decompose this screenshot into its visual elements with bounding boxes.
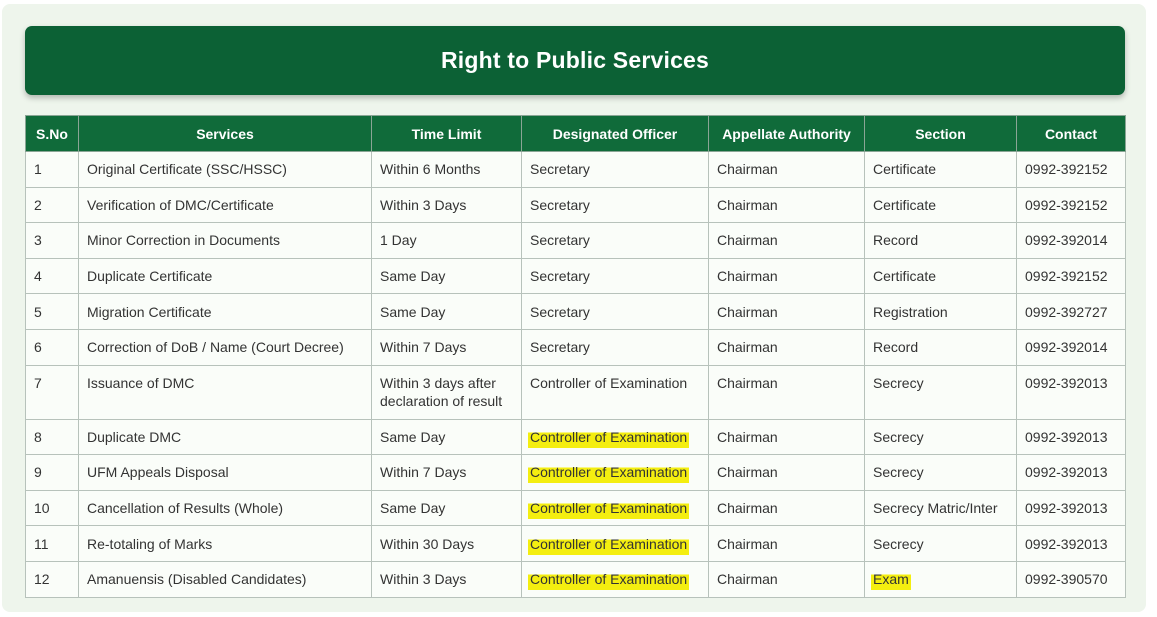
cell-sno-text: 7 xyxy=(34,374,42,391)
cell-time-limit xyxy=(372,365,522,419)
cell-contact-text: 0992-392013 xyxy=(1025,374,1108,391)
cell-contact xyxy=(1017,294,1126,330)
cell-designated-officer-text: Secretary xyxy=(530,196,590,213)
cell-designated-officer xyxy=(522,294,709,330)
cell-time-limit-text: Within 3 days after declaration of result xyxy=(380,374,503,409)
cell-time-limit-text: 1 Day xyxy=(380,232,417,249)
cell-designated-officer-text: Secretary xyxy=(530,303,590,320)
cell-appellate-authority xyxy=(709,561,865,597)
cell-contact-text: 0992-392013 xyxy=(1025,500,1108,517)
cell-sno xyxy=(26,258,79,294)
cell-appellate-authority xyxy=(709,455,865,491)
cell-time-limit-text: Same Day xyxy=(380,303,446,320)
cell-service-text: Amanuensis (Disabled Candidates) xyxy=(87,571,307,588)
cell-sno xyxy=(26,152,79,188)
cell-appellate-authority xyxy=(709,152,865,188)
cell-time-limit xyxy=(372,490,522,526)
cell-section-text: Certificate xyxy=(873,196,937,213)
cell-appellate-authority-text: Chairman xyxy=(717,374,778,391)
cell-service-text: Duplicate Certificate xyxy=(87,268,213,285)
cell-service-text: Issuance of DMC xyxy=(87,374,195,391)
cell-service xyxy=(79,223,372,259)
cell-time-limit-text: Within 7 Days xyxy=(380,339,467,356)
cell-section-text: Secrecy xyxy=(873,535,924,552)
cell-time-limit-text: Within 30 Days xyxy=(380,535,475,552)
cell-contact xyxy=(1017,526,1126,562)
cell-service-text: Re-totaling of Marks xyxy=(87,535,213,552)
cell-appellate-authority-text: Chairman xyxy=(717,464,778,481)
cell-appellate-authority xyxy=(709,419,865,455)
table-header-row xyxy=(26,116,1126,152)
column-header-sno: S.No xyxy=(26,116,79,152)
cell-contact-text: 0992-392014 xyxy=(1025,232,1108,249)
cell-service-text: Original Certificate (SSC/HSSC) xyxy=(87,161,287,178)
cell-sno-text: 6 xyxy=(34,339,42,356)
cell-sno-text: 4 xyxy=(34,268,42,285)
cell-service xyxy=(79,490,372,526)
cell-contact xyxy=(1017,187,1126,223)
cell-designated-officer xyxy=(522,187,709,223)
cell-contact xyxy=(1017,258,1126,294)
cell-sno-text: 3 xyxy=(34,232,42,249)
cell-designated-officer-text: Controller of Examination xyxy=(530,374,688,391)
cell-time-limit xyxy=(372,187,522,223)
cell-appellate-authority xyxy=(709,365,865,419)
column-header-designated-officer: Designated Officer xyxy=(522,116,709,152)
cell-service xyxy=(79,365,372,419)
cell-appellate-authority-text: Chairman xyxy=(717,303,778,320)
cell-appellate-authority xyxy=(709,526,865,562)
cell-sno-text: 10 xyxy=(34,500,50,517)
cell-sno xyxy=(26,419,79,455)
column-header-services: Services xyxy=(79,116,372,152)
cell-contact xyxy=(1017,455,1126,491)
cell-sno xyxy=(26,455,79,491)
cell-designated-officer-text: Controller of Examination xyxy=(528,428,689,448)
cell-time-limit-text: Within 7 Days xyxy=(380,464,467,481)
cell-designated-officer-text: Secretary xyxy=(530,268,590,285)
table-row xyxy=(26,294,1126,330)
cell-time-limit xyxy=(372,223,522,259)
cell-appellate-authority-text: Chairman xyxy=(717,428,778,445)
cell-section-text: Secrecy xyxy=(873,374,924,391)
cell-designated-officer xyxy=(522,365,709,419)
cell-contact xyxy=(1017,329,1126,365)
column-header-section: Section xyxy=(865,116,1017,152)
cell-designated-officer xyxy=(522,419,709,455)
cell-appellate-authority-text: Chairman xyxy=(717,196,778,213)
cell-section-text: Record xyxy=(873,232,919,249)
cell-contact-text: 0992-392013 xyxy=(1025,464,1108,481)
cell-appellate-authority-text: Chairman xyxy=(717,268,778,285)
cell-section xyxy=(865,329,1017,365)
cell-sno-text: 5 xyxy=(34,303,42,320)
cell-time-limit xyxy=(372,526,522,562)
cell-time-limit-text: Same Day xyxy=(380,268,446,285)
cell-section xyxy=(865,561,1017,597)
cell-appellate-authority-text: Chairman xyxy=(717,339,778,356)
cell-contact xyxy=(1017,419,1126,455)
cell-appellate-authority xyxy=(709,223,865,259)
table-row xyxy=(26,490,1126,526)
cell-service-text: Verification of DMC/Certificate xyxy=(87,196,274,213)
cell-service xyxy=(79,455,372,491)
page-title-banner xyxy=(25,26,1125,95)
cell-contact xyxy=(1017,152,1126,188)
cell-designated-officer xyxy=(522,329,709,365)
table-row xyxy=(26,223,1126,259)
table-row xyxy=(26,455,1126,491)
cell-appellate-authority xyxy=(709,187,865,223)
cell-contact-text: 0992-392152 xyxy=(1025,196,1108,213)
cell-contact xyxy=(1017,223,1126,259)
cell-contact-text: 0992-392152 xyxy=(1025,268,1108,285)
cell-sno xyxy=(26,365,79,419)
cell-appellate-authority-text: Chairman xyxy=(717,232,778,249)
cell-service-text: UFM Appeals Disposal xyxy=(87,464,229,481)
cell-designated-officer xyxy=(522,526,709,562)
table-row xyxy=(26,561,1126,597)
cell-service xyxy=(79,419,372,455)
cell-sno xyxy=(26,329,79,365)
cell-section xyxy=(865,258,1017,294)
cell-designated-officer xyxy=(522,152,709,188)
cell-section xyxy=(865,526,1017,562)
cell-service-text: Migration Certificate xyxy=(87,303,212,320)
cell-appellate-authority-text: Chairman xyxy=(717,571,778,588)
table-row xyxy=(26,258,1126,294)
cell-designated-officer xyxy=(522,561,709,597)
cell-time-limit xyxy=(372,329,522,365)
cell-contact-text: 0992-392152 xyxy=(1025,161,1108,178)
cell-designated-officer xyxy=(522,223,709,259)
cell-section xyxy=(865,365,1017,419)
services-table xyxy=(25,115,1126,598)
cell-sno xyxy=(26,490,79,526)
cell-sno-text: 1 xyxy=(34,161,42,178)
cell-contact-text: 0992-390570 xyxy=(1025,571,1108,588)
column-header-appellate-authority: Appellate Authority xyxy=(709,116,865,152)
cell-contact-text: 0992-392013 xyxy=(1025,428,1108,445)
cell-section xyxy=(865,490,1017,526)
cell-designated-officer-text: Secretary xyxy=(530,339,590,356)
cell-sno-text: 2 xyxy=(34,196,42,213)
cell-contact-text: 0992-392727 xyxy=(1025,303,1108,320)
cell-appellate-authority xyxy=(709,258,865,294)
cell-designated-officer-text: Secretary xyxy=(530,232,590,249)
cell-service-text: Minor Correction in Documents xyxy=(87,232,280,249)
cell-section-text: Secrecy xyxy=(873,464,924,481)
cell-designated-officer-text: Controller of Examination xyxy=(528,535,689,555)
cell-sno-text: 9 xyxy=(34,464,42,481)
cell-section-text: Registration xyxy=(873,303,948,320)
cell-section-text: Secrecy xyxy=(873,428,924,445)
cell-sno xyxy=(26,561,79,597)
cell-time-limit-text: Same Day xyxy=(380,500,446,517)
cell-service xyxy=(79,526,372,562)
cell-designated-officer xyxy=(522,258,709,294)
cell-sno xyxy=(26,294,79,330)
cell-service xyxy=(79,294,372,330)
cell-contact xyxy=(1017,365,1126,419)
cell-section-text: Record xyxy=(873,339,919,356)
cell-designated-officer-text: Controller of Examination xyxy=(528,570,689,590)
cell-time-limit xyxy=(372,294,522,330)
cell-service xyxy=(79,561,372,597)
cell-designated-officer xyxy=(522,490,709,526)
table-row xyxy=(26,152,1126,188)
cell-service xyxy=(79,258,372,294)
table-row xyxy=(26,329,1126,365)
cell-sno xyxy=(26,187,79,223)
cell-sno xyxy=(26,223,79,259)
cell-service xyxy=(79,187,372,223)
cell-appellate-authority xyxy=(709,329,865,365)
table-row xyxy=(26,365,1126,419)
cell-time-limit xyxy=(372,561,522,597)
cell-sno-text: 12 xyxy=(34,571,50,588)
cell-contact xyxy=(1017,561,1126,597)
column-header-time-limit: Time Limit xyxy=(372,116,522,152)
cell-designated-officer-text: Secretary xyxy=(530,161,590,178)
page-title: Right to Public Services xyxy=(440,47,710,73)
cell-section-text: Exam xyxy=(871,570,911,590)
cell-time-limit-text: Within 3 Days xyxy=(380,196,467,213)
cell-designated-officer-text: Controller of Examination xyxy=(528,463,689,483)
cell-section xyxy=(865,223,1017,259)
cell-time-limit-text: Within 6 Months xyxy=(380,161,481,178)
cell-section xyxy=(865,152,1017,188)
cell-contact-text: 0992-392014 xyxy=(1025,339,1108,356)
cell-section-text: Secrecy Matric/Inter xyxy=(873,500,998,517)
cell-service-text: Duplicate DMC xyxy=(87,428,182,445)
cell-section-text: Certificate xyxy=(873,268,937,285)
column-header-contact: Contact xyxy=(1017,116,1126,152)
cell-time-limit-text: Within 3 Days xyxy=(380,571,467,588)
cell-appellate-authority-text: Chairman xyxy=(717,500,778,517)
cell-section xyxy=(865,419,1017,455)
cell-section-text: Certificate xyxy=(873,161,937,178)
cell-appellate-authority xyxy=(709,490,865,526)
cell-time-limit xyxy=(372,455,522,491)
cell-sno xyxy=(26,526,79,562)
cell-section xyxy=(865,187,1017,223)
cell-time-limit xyxy=(372,152,522,188)
cell-service xyxy=(79,329,372,365)
cell-time-limit xyxy=(372,419,522,455)
cell-contact-text: 0992-392013 xyxy=(1025,535,1108,552)
cell-service-text: Correction of DoB / Name (Court Decree) xyxy=(87,339,344,356)
cell-appellate-authority-text: Chairman xyxy=(717,535,778,552)
cell-sno-text: 11 xyxy=(34,535,49,552)
cell-service xyxy=(79,152,372,188)
cell-appellate-authority xyxy=(709,294,865,330)
cell-section xyxy=(865,455,1017,491)
cell-section xyxy=(865,294,1017,330)
cell-sno-text: 8 xyxy=(34,428,42,445)
cell-service-text: Cancellation of Results (Whole) xyxy=(87,500,284,517)
table-row xyxy=(26,419,1126,455)
cell-time-limit xyxy=(372,258,522,294)
table-row xyxy=(26,526,1126,562)
table-row xyxy=(26,187,1126,223)
cell-designated-officer-text: Controller of Examination xyxy=(528,499,689,519)
cell-time-limit-text: Same Day xyxy=(380,428,446,445)
cell-designated-officer xyxy=(522,455,709,491)
cell-appellate-authority-text: Chairman xyxy=(717,161,778,178)
cell-contact xyxy=(1017,490,1126,526)
